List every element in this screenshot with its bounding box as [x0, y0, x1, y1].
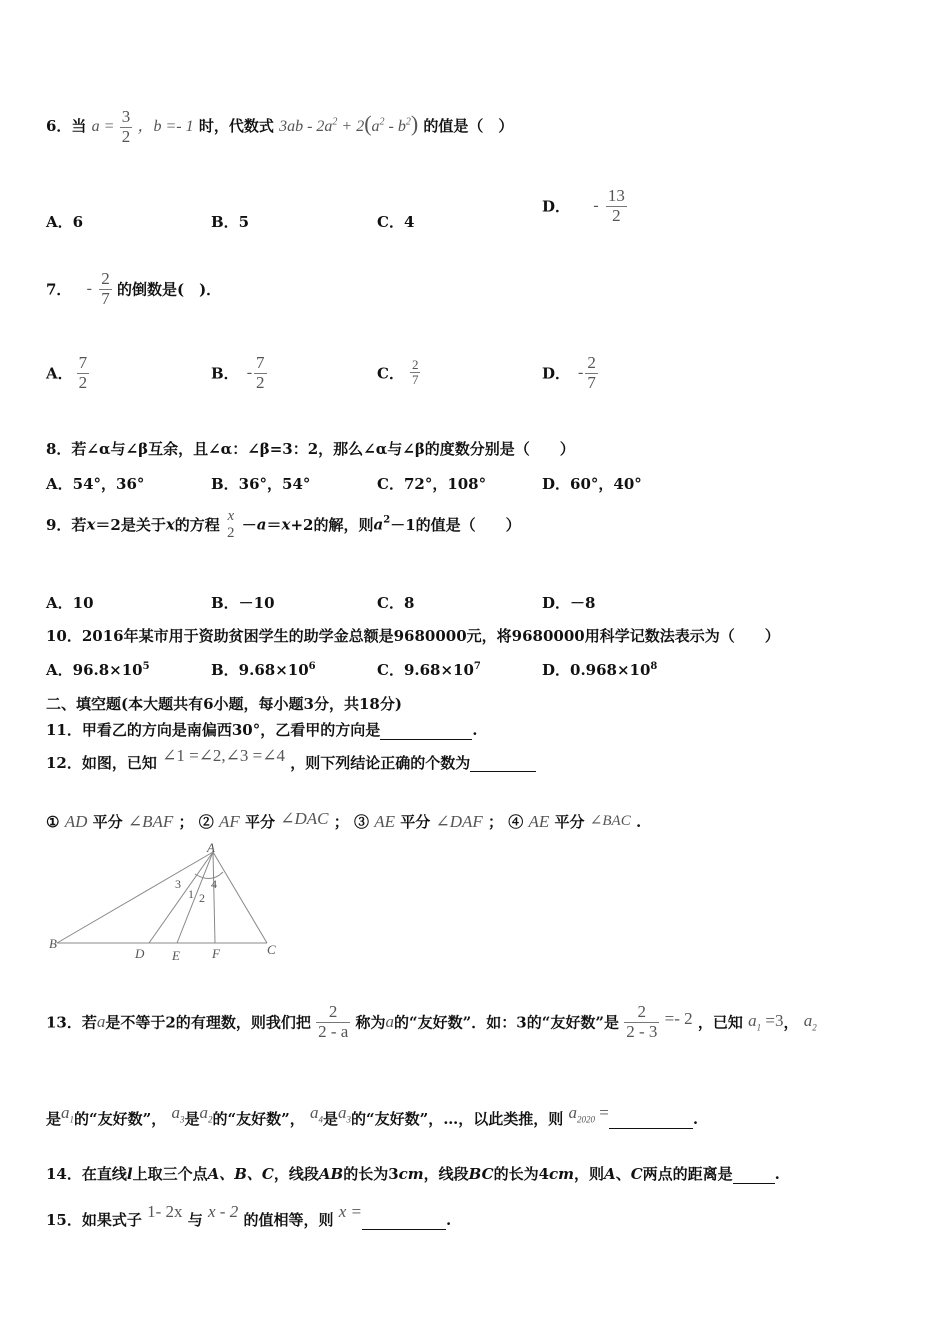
q9-option-d[interactable]: D．－8 — [542, 594, 596, 612]
q10-option-a[interactable]: A．$96.8\times 10^5$ — [46, 661, 150, 679]
label-c: C — [267, 942, 276, 957]
q15-x-eq: x = — [338, 1202, 362, 1221]
q9-option-b[interactable]: B．－10 — [211, 594, 275, 612]
q6-option-b[interactable]: B．5 — [211, 213, 250, 231]
q12-answer-blank[interactable] — [470, 753, 536, 772]
q6-option-d[interactable]: D． - $\frac{13}{2}$ — [542, 186, 625, 225]
question-10: 10．2016年某市用于资助贫困学生的助学金总额是9680000元，将9680000用科学记数法表示为（ ） — [46, 627, 780, 645]
q9-option-c[interactable]: C．8 — [377, 594, 415, 612]
q15-answer-blank[interactable] — [362, 1211, 446, 1230]
question-6 — [46, 108, 513, 146]
q6-a-fraction: $\frac{3}{2}$ — [121, 107, 131, 146]
label-a: A — [207, 840, 215, 855]
label-b: B — [49, 936, 57, 951]
question-13: 13．若a是不等于2的有理数，则我们把 $\frac{2}{2 - a}$ 称为a的“友好数”．如：3的“友好数”是 $\frac{2}{2 - 3}$ =- 2 ，已知 $a_1 =3$， $a_2$ — [46, 1002, 817, 1041]
segment-ae — [177, 852, 213, 943]
q8-option-a[interactable]: A．54°，36° — [46, 475, 145, 493]
q12-conclusions: ① AD 平分 ∠BAF ； ② AF 平分 ∠DAC ； ③ AE 平分 ∠DAF ； ④ AE 平分 ∠BAC . — [46, 809, 642, 831]
label-angle-3: 3 — [175, 877, 181, 891]
label-angle-4: 4 — [211, 877, 217, 891]
q7-option-b[interactable]: B． - $\frac{7}{2}$ — [211, 353, 265, 392]
question-7: 7． - $\frac{2}{7}$ 的倒数是( )． — [46, 269, 222, 308]
q13-friend-fraction: $\frac{2}{2 - a}$ — [318, 1002, 349, 1041]
label-angle-2: 2 — [199, 891, 205, 905]
q9-fraction: x 2 — [227, 508, 235, 541]
label-d: D — [135, 946, 145, 961]
question-12: 12．如图，已知 ∠1 =∠2,∠3 =∠4 ，则下列结论正确的个数为 — [46, 752, 536, 773]
q6-mid: 时，代数式 — [198, 117, 274, 136]
section-2-heading: 二、填空题(本大题共有6小题，每小题3分，共18分) — [46, 695, 402, 713]
question-8: 8．若∠α与∠β互余，且∠α：∠β=3：2，那么∠α与∠β的度数分别是（ ） — [46, 440, 575, 458]
q15-expr-1: 1- 2x — [147, 1202, 183, 1221]
q7-option-a[interactable]: A． $\frac{7}{2}$ — [46, 353, 88, 392]
question-15: 15．如果式子 1- 2x 与 x - 2 的值相等，则 x = . — [46, 1202, 452, 1229]
question-13-line-2: 是$a_1$的“友好数”， $a_3$是$a_2$的“友好数”， $a_4$是$a_3$的“友好数”，…，以此类推，则 $a_{2020}$ = . — [46, 1103, 699, 1128]
q6-number: 6．当 — [46, 117, 87, 136]
question-9: 9．若x＝2是关于x的方程 x 2 －a＝x+2的解，则$a^2-1$的值是（ ） — [46, 508, 521, 541]
q6-d-fraction: $\frac{13}{2}$ — [607, 186, 625, 225]
label-e: E — [172, 948, 180, 963]
q6-b-value: ，b =- 1 — [137, 118, 194, 136]
q9-option-a[interactable]: A．10 — [46, 594, 94, 612]
q7-fraction: $\frac{2}{7}$ — [101, 269, 110, 308]
q6-end: 的值是（ ） — [423, 117, 514, 136]
q6-option-c[interactable]: C．4 — [377, 213, 415, 231]
question-11: 11．甲看乙的方向是南偏西30°，乙看甲的方向是 . — [46, 721, 478, 739]
segment-af — [213, 852, 215, 943]
q10-option-d[interactable]: D．$0.968\times 10^8$ — [542, 661, 658, 679]
q8-option-d[interactable]: D．60°，40° — [542, 475, 642, 493]
q12-triangle-figure — [45, 840, 285, 965]
q6-option-a[interactable]: A．6 — [46, 213, 84, 231]
q15-expr-2: x - 2 — [208, 1202, 239, 1221]
q11-answer-blank[interactable] — [380, 721, 472, 740]
q7-option-c[interactable]: C． $\frac{2}{7}$ — [377, 357, 419, 388]
q14-answer-blank[interactable] — [733, 1165, 775, 1184]
q13-answer-blank[interactable] — [609, 1110, 693, 1129]
q10-option-b[interactable]: B．$9.68\times 10^6$ — [211, 661, 316, 679]
side-ac — [213, 852, 267, 943]
label-angle-1: 1 — [188, 887, 194, 901]
q6-expression: $3ab - 2a^2 + 2(a^2 - b^2)$ — [279, 111, 419, 137]
label-f: F — [212, 946, 220, 961]
q8-option-b[interactable]: B．36°，54° — [211, 475, 311, 493]
q6-a-eq: a = — [91, 118, 115, 136]
q8-option-c[interactable]: C．72°，108° — [377, 475, 487, 493]
angle-arc — [195, 872, 223, 879]
q13-example-fraction: $\frac{2}{2 - 3}$ — [626, 1002, 658, 1041]
question-14: 14．在直线l上取三个点A、B、C，线段AB的长为3cm，线段BC的长为4cm，则A、C两点的距离是 . — [46, 1165, 780, 1183]
q12-condition: ∠1 =∠2,∠3 =∠4 — [162, 746, 286, 765]
q10-option-c[interactable]: C．$9.68\times 10^7$ — [377, 661, 481, 679]
q7-option-d[interactable]: D． - $\frac{2}{7}$ — [542, 353, 596, 392]
